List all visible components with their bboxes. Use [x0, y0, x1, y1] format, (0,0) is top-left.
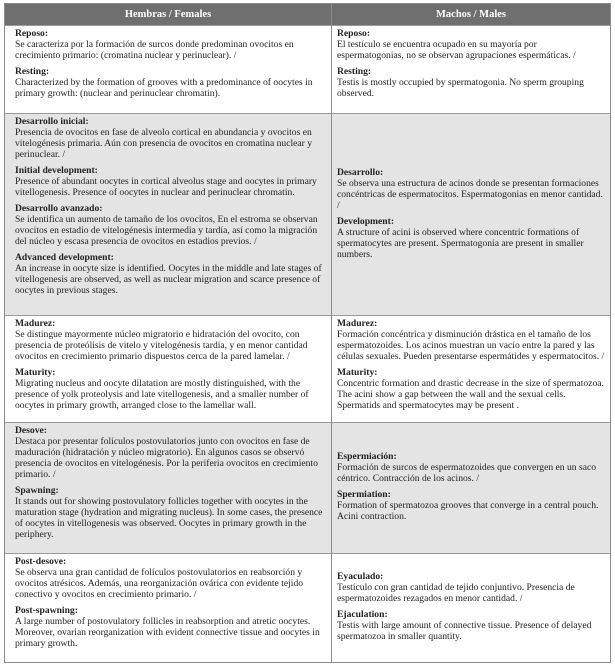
stage-block	[15, 116, 326, 160]
stage-text: Concentric formation and drastic decrease in the size of spermatozoa. The acini show a gap between the wall and the sexual cells. Spermatids and spermatocytes may be present .	[337, 378, 604, 411]
table-row	[5, 553, 610, 662]
stage-block	[15, 203, 326, 247]
males-cell	[332, 554, 611, 662]
stage-label: Ejaculation:	[337, 609, 388, 620]
stage-text: Se identifica un aumento de tamaño de los ovocitos, En el estroma se observan ovocitos en estadio de vitelogénesis intermedia y tardía, así como la migración del núcleo y escasa presencia de ovocitos en estadios previos. /	[15, 214, 318, 247]
stage-text: Destaca por presentar folículos postovulatorios junto con ovocitos en fase de maduración (hidratación y núcleo migratorio). En algunos casos se observó presencia de ovocitos en vitelogénesis. Por la periferia ovocitos en crecimiento primario. /	[15, 436, 318, 480]
stages-table	[4, 3, 611, 663]
stage-label: Maturity:	[15, 367, 56, 378]
stage-text: It stands out for showing postovulatory follicles together with oocytes in the maturation stage (hydration and migrating nucleus). In some cases, the presence of oocytes in vitellogenesis was observed. Oocytes in primary growth in the periphery.	[15, 496, 323, 540]
stage-block	[337, 609, 606, 642]
stage-block	[15, 485, 326, 540]
males-cell	[332, 316, 611, 422]
stage-text: Presence of abundant oocytes in cortical alveolus stage and oocytes in primary vitellogenesis. Presence of oocytes in nuclear and perinuclear chromatin.	[15, 176, 317, 198]
stage-text: Se distingue mayormente núcleo migratorio e hidratación del ovocito, con presencia de proteólisis de vitelo y vitelogénesis tardía, y en menor cantidad ovocitos en crecimiento primario dispuestos cerca de la pared lamelar. /	[15, 329, 308, 362]
stage-text: El testículo se encuentra ocupado en su mayoría por espermatogonias, no se observan agrupaciones espermáticas. /	[337, 39, 576, 61]
stage-block	[337, 318, 606, 362]
stage-text: A large number of postovulatory follicles in reabsorption and atretic oocytes. Moreover, ovarian reorganization with evident connective tissue and oocytes in primary growth.	[15, 616, 320, 649]
stage-block	[15, 367, 326, 411]
table-row	[5, 315, 610, 422]
stage-label: Espermiación:	[337, 451, 397, 462]
stage-block	[15, 605, 326, 649]
stage-text: Testis with large amount of connective tissue. Presence of delayed spermatozoa in smaller quantity.	[337, 620, 592, 642]
stage-block	[337, 66, 606, 99]
stage-block	[337, 167, 606, 211]
stage-text: Formación concéntrica y disminución drástica en el tamaño de los espermatozoides. Los acinos muestran un vacío entre la pared y las células sexuales. Pueden presentarse espermátides y espermatocitos. /	[337, 329, 605, 362]
stage-label: Desove:	[15, 425, 47, 436]
stage-block	[15, 165, 326, 198]
stage-block	[337, 367, 606, 411]
males-cell	[332, 114, 611, 315]
stage-block	[15, 252, 326, 296]
stage-text: Se caracteriza por la formación de surcos donde predominan ovocitos en crecimiento primario: (cromatina nuclear y perinuclear). /	[15, 39, 294, 61]
females-cell	[5, 114, 331, 315]
stage-text: Testis is mostly occupied by spermatogonia. No sperm grouping observed.	[337, 77, 584, 99]
table-row	[5, 25, 610, 113]
stage-label: Post-desove:	[15, 556, 67, 567]
females-cell	[5, 26, 331, 113]
stage-text: Se observa una gran cantidad de folículos postovulatorios en reabsorción y ovocitos atrésicos. Además, una reorganización ovárica con evidente tejido conectivo y ovocitos en crecimiento primario. /	[15, 567, 304, 600]
stage-block	[337, 451, 606, 484]
males-cell	[332, 423, 611, 553]
header-females: Hembras / Females	[124, 9, 212, 20]
stage-label: Resting:	[337, 66, 372, 77]
stage-text: An increase in oocyte size is identified. Oocytes in the middle and late stages of vitellogenesis are observed, as well as nuclear migration and scarce presence of oocytes in previous stages.	[15, 263, 322, 296]
stage-label: Advanced development:	[15, 252, 114, 263]
stage-text: Migrating nucleus and oocyte dilatation are mostly distinguished, with the presence of yolk proteolysis and late vitellogenesis, and a smaller number of oocytes in primary growth, arranged close to the lamellar wall.	[15, 378, 309, 411]
stage-text: Characterized by the formation of grooves with a predominance of oocytes in primary growth: (nuclear and perinuclear chromatin).	[15, 77, 313, 99]
stage-block	[15, 425, 326, 480]
stage-label: Maturity:	[337, 367, 378, 378]
table-row	[5, 113, 610, 315]
stage-label: Development:	[337, 215, 395, 227]
stage-label: Reposo:	[337, 28, 371, 39]
stage-label: Madurez:	[15, 318, 56, 329]
stage-label: Desarrollo inicial:	[15, 116, 89, 127]
females-cell	[5, 316, 331, 422]
stage-text: A structure of acini is observed where concentric formations of spermatocytes are present. Spermatogonia are present in smaller numbers.	[337, 226, 584, 260]
stage-label: Reposo:	[15, 28, 49, 39]
stage-block	[15, 556, 326, 600]
table-header	[5, 4, 610, 25]
stage-label: Madurez:	[337, 318, 378, 329]
table-row	[5, 422, 610, 553]
column-divider	[331, 4, 332, 662]
stage-block	[337, 489, 606, 522]
stage-text: Formación de surcos de espermatozoides que convergen en un saco céntrico. Contracción de los acinos. /	[337, 462, 597, 484]
stage-label: Initial development:	[15, 165, 98, 176]
stage-label: Eyaculado:	[337, 571, 384, 582]
header-males: Machos / Males	[436, 9, 506, 20]
stage-label: Desarrollo avanzado:	[15, 203, 103, 214]
stage-block	[337, 216, 606, 260]
stage-block	[337, 28, 606, 61]
stage-label: Post-spawning:	[15, 605, 78, 616]
stage-text: Presencia de ovocitos en fase de alveolo cortical en abundancia y ovocitos en vitelogénesis primaria. Aún con presencia de ovocitos en cromatina nuclear y perinuclear. /	[15, 127, 313, 160]
stage-block	[15, 28, 326, 61]
females-cell	[5, 423, 331, 553]
stage-label: Resting:	[15, 66, 50, 77]
stage-block	[15, 66, 326, 99]
stage-label: Desarrollo:	[337, 166, 384, 178]
stage-text: Se observa una estructura de acinos donde se presentan formaciones concéntricas de espermatocitos. Espermatogonias en menor cantidad. /	[337, 177, 603, 211]
females-cell	[5, 554, 331, 662]
stage-block	[337, 571, 606, 604]
stage-text: Testículo con gran cantidad de tejido conjuntivo. Presencia de espermatozoides rezagados en menor cantidad. /	[337, 582, 575, 604]
stage-label: Spermiation:	[337, 489, 391, 500]
stage-label: Spawning:	[15, 485, 59, 496]
males-cell	[332, 26, 611, 113]
stage-text: Formation of spermatozoa grooves that converge in a central pouch. Acini contraction.	[337, 500, 599, 522]
stage-block	[15, 318, 326, 362]
